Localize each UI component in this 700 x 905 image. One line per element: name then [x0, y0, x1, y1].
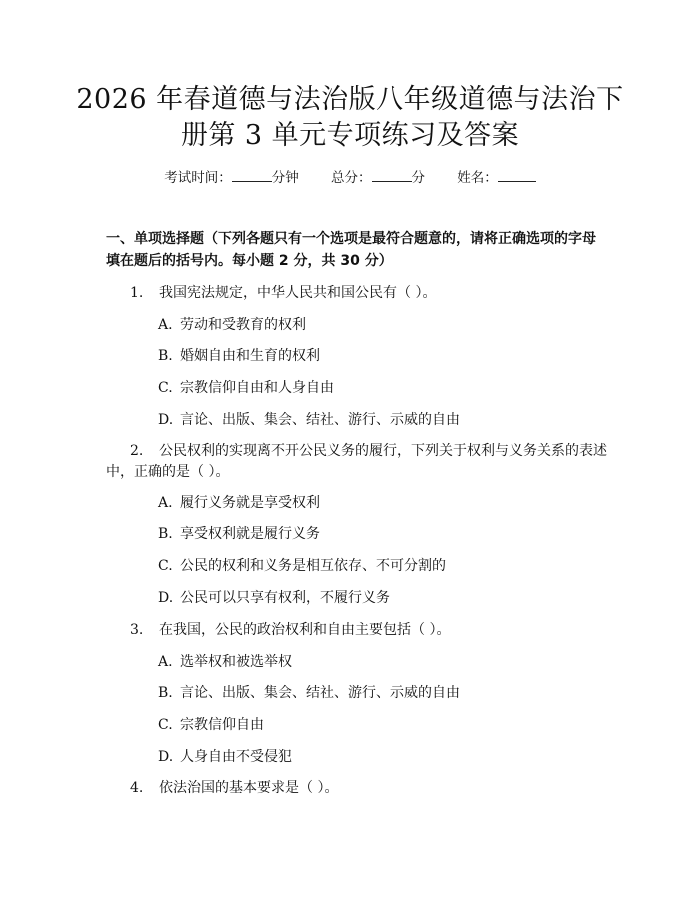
question-number: 4.	[130, 780, 144, 796]
question-1	[130, 283, 436, 303]
option-letter: C.	[158, 380, 173, 396]
question-1-option-d	[158, 410, 460, 430]
question-text: 在我国，公民的政治权利和自由主要包括（ ）。	[159, 622, 451, 638]
question-number: 2.	[130, 443, 144, 459]
option-letter: C.	[158, 717, 173, 733]
document-title-line2: 册第 3 单元专项练习及答案	[180, 120, 520, 151]
question-2-option-d	[158, 588, 390, 608]
question-3-option-a	[158, 652, 292, 672]
exam-time-unit: 分钟	[271, 170, 299, 186]
option-letter: C.	[158, 558, 173, 574]
question-2-option-a	[158, 493, 320, 513]
option-text: 人身自由不受侵犯	[180, 749, 292, 765]
option-text: 公民可以只享有权利，不履行义务	[180, 590, 390, 606]
option-text: 言论、出版、集会、结社、游行、示威的自由	[180, 412, 460, 428]
option-text: 选举权和被选举权	[180, 654, 292, 670]
option-text: 公民的权利和义务是相互依存、不可分割的	[180, 558, 446, 574]
question-2-option-b	[158, 524, 320, 544]
option-text: 劳动和受教育的权利	[180, 317, 306, 333]
question-3-option-c	[158, 715, 264, 735]
option-letter: D.	[158, 412, 174, 428]
document-title-line1: 2026 年春道德与法治版八年级道德与法治下	[76, 84, 624, 115]
option-letter: B.	[158, 348, 173, 364]
option-text: 享受权利就是履行义务	[180, 526, 320, 542]
exam-score-unit: 分	[411, 170, 425, 186]
option-text: 宗教信仰自由和人身自由	[180, 380, 334, 396]
exam-name-label: 姓名：	[457, 170, 498, 186]
exam-time	[164, 169, 299, 187]
option-text: 婚姻自由和生育的权利	[180, 348, 320, 364]
option-letter: D.	[158, 590, 174, 606]
option-letter: B.	[158, 685, 173, 701]
exam-time-label: 考试时间：	[164, 170, 232, 186]
option-letter: A.	[158, 495, 173, 511]
question-3-option-b	[158, 683, 460, 703]
option-text: 言论、出版、集会、结社、游行、示威的自由	[180, 685, 460, 701]
option-letter: D.	[158, 749, 174, 765]
option-text: 宗教信仰自由	[180, 717, 264, 733]
exam-score-blank[interactable]	[372, 169, 412, 182]
question-2	[130, 441, 607, 461]
question-4	[130, 778, 338, 798]
question-text: 公民权利的实现离不开公民义务的履行，下列关于权利与义务关系的表述	[159, 443, 607, 459]
option-letter: B.	[158, 526, 173, 542]
question-number: 1.	[130, 285, 144, 301]
question-text: 我国宪法规定，中华人民共和国公民有（ ）。	[159, 285, 437, 301]
question-1-option-a	[158, 315, 306, 335]
question-2-continuation: 中，正确的是（ ）。	[106, 464, 230, 480]
question-2-option-c	[158, 556, 446, 576]
exam-score-label: 总分：	[331, 170, 372, 186]
question-text: 依法治国的基本要求是（ ）。	[159, 780, 339, 796]
question-1-option-b	[158, 346, 320, 366]
exam-info-row	[0, 169, 700, 187]
exam-score	[331, 169, 425, 187]
question-3-option-d	[158, 747, 292, 767]
exam-time-blank[interactable]	[232, 169, 272, 182]
question-number: 3.	[130, 622, 144, 638]
section-heading-line2: 填在题后的括号内。每小题 2 分，共 30 分）	[106, 253, 393, 269]
question-1-option-c	[158, 378, 334, 398]
exam-name	[457, 169, 536, 187]
option-letter: A.	[158, 654, 173, 670]
option-text: 履行义务就是享受权利	[180, 495, 320, 511]
exam-name-blank[interactable]	[498, 169, 536, 182]
question-3	[130, 620, 450, 640]
section-heading-line1: 一、单项选择题（下列各题只有一个选项是最符合题意的，请将正确选项的字母	[106, 231, 596, 247]
option-letter: A.	[158, 317, 173, 333]
